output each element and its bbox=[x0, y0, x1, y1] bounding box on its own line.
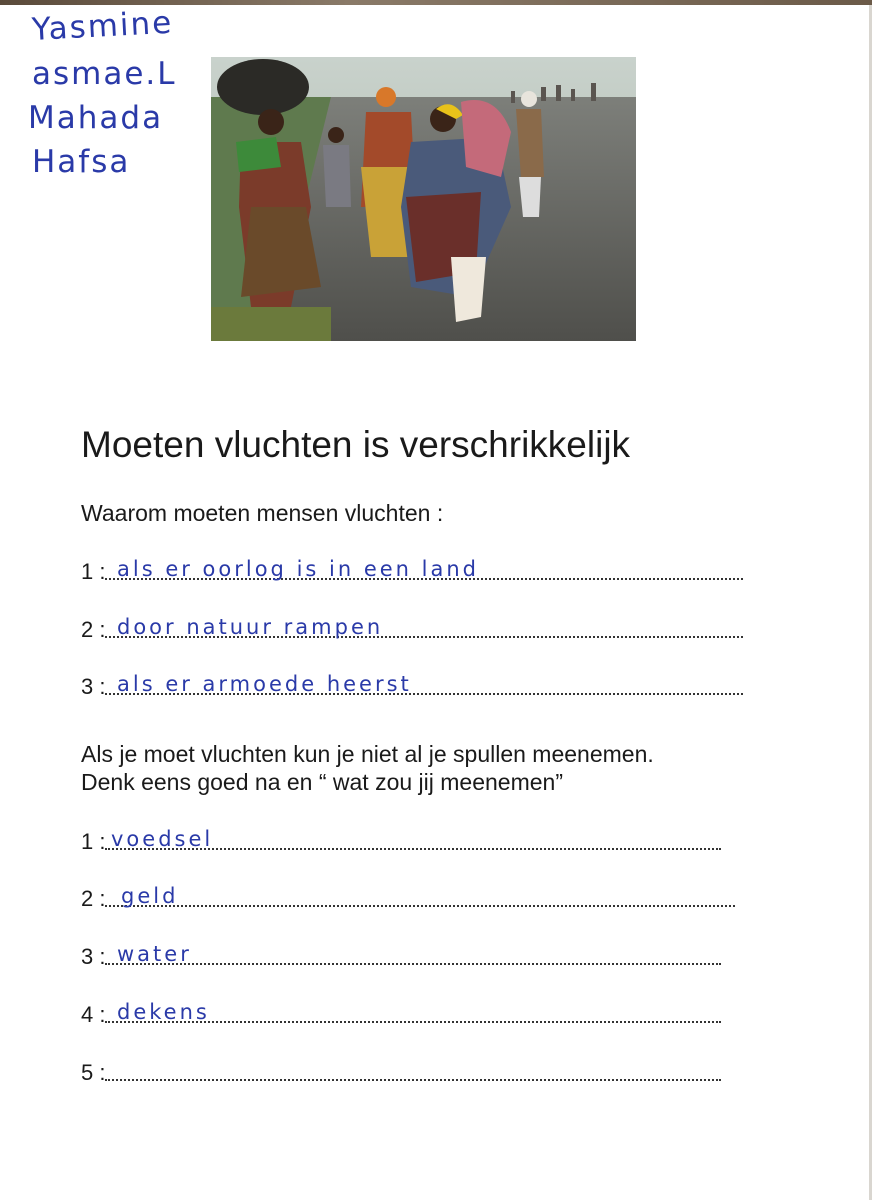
line-number: 2 : bbox=[81, 886, 106, 911]
intro-line-1: Als je moet vluchten kun je niet al je spullen meenemen. bbox=[81, 741, 654, 767]
answer-line-1 bbox=[81, 555, 743, 585]
line-number: 4 : bbox=[81, 1002, 106, 1027]
dotted-line bbox=[105, 1079, 721, 1081]
page-title: Moeten vluchten is verschrikkelijk bbox=[81, 424, 631, 465]
line-number: 3 : bbox=[81, 674, 106, 699]
line-number: 5 : bbox=[81, 1060, 106, 1085]
item-line-3 bbox=[81, 940, 721, 970]
student-name-1: Yasmine bbox=[31, 4, 175, 48]
handwritten-answer: als er armoede heerst bbox=[117, 672, 412, 696]
dotted-line bbox=[105, 963, 721, 965]
student-name-4: Hafsa bbox=[32, 144, 131, 180]
handwritten-answer: dekens bbox=[117, 1000, 210, 1024]
handwritten-answer: door natuur rampen bbox=[117, 615, 384, 639]
handwritten-answer: water bbox=[117, 942, 192, 966]
answer-line-2 bbox=[81, 613, 743, 643]
student-name-3: Mahada bbox=[28, 100, 164, 136]
handwritten-answer: voedsel bbox=[111, 827, 214, 851]
student-name-2: asmae.L bbox=[32, 56, 177, 92]
line-number: 1 : bbox=[81, 559, 106, 584]
refugees-photo bbox=[211, 57, 636, 341]
item-line-2 bbox=[81, 882, 735, 912]
section1-question: Waarom moeten mensen vluchten : bbox=[81, 500, 444, 526]
line-number: 3 : bbox=[81, 944, 106, 969]
line-number: 2 : bbox=[81, 617, 106, 642]
dotted-line bbox=[105, 905, 735, 907]
student-names bbox=[28, 4, 177, 184]
item-line-1 bbox=[81, 825, 721, 855]
line-number: 1 : bbox=[81, 829, 106, 854]
handwritten-answer: geld bbox=[121, 884, 179, 908]
handwritten-answer: als er oorlog is in een land bbox=[117, 557, 480, 581]
item-line-5 bbox=[81, 1056, 721, 1086]
answer-line-3 bbox=[81, 670, 743, 700]
item-line-4 bbox=[81, 998, 721, 1028]
section2-intro bbox=[81, 740, 654, 796]
intro-line-2: Denk eens goed na en “ wat zou jij meenemen” bbox=[81, 769, 564, 795]
